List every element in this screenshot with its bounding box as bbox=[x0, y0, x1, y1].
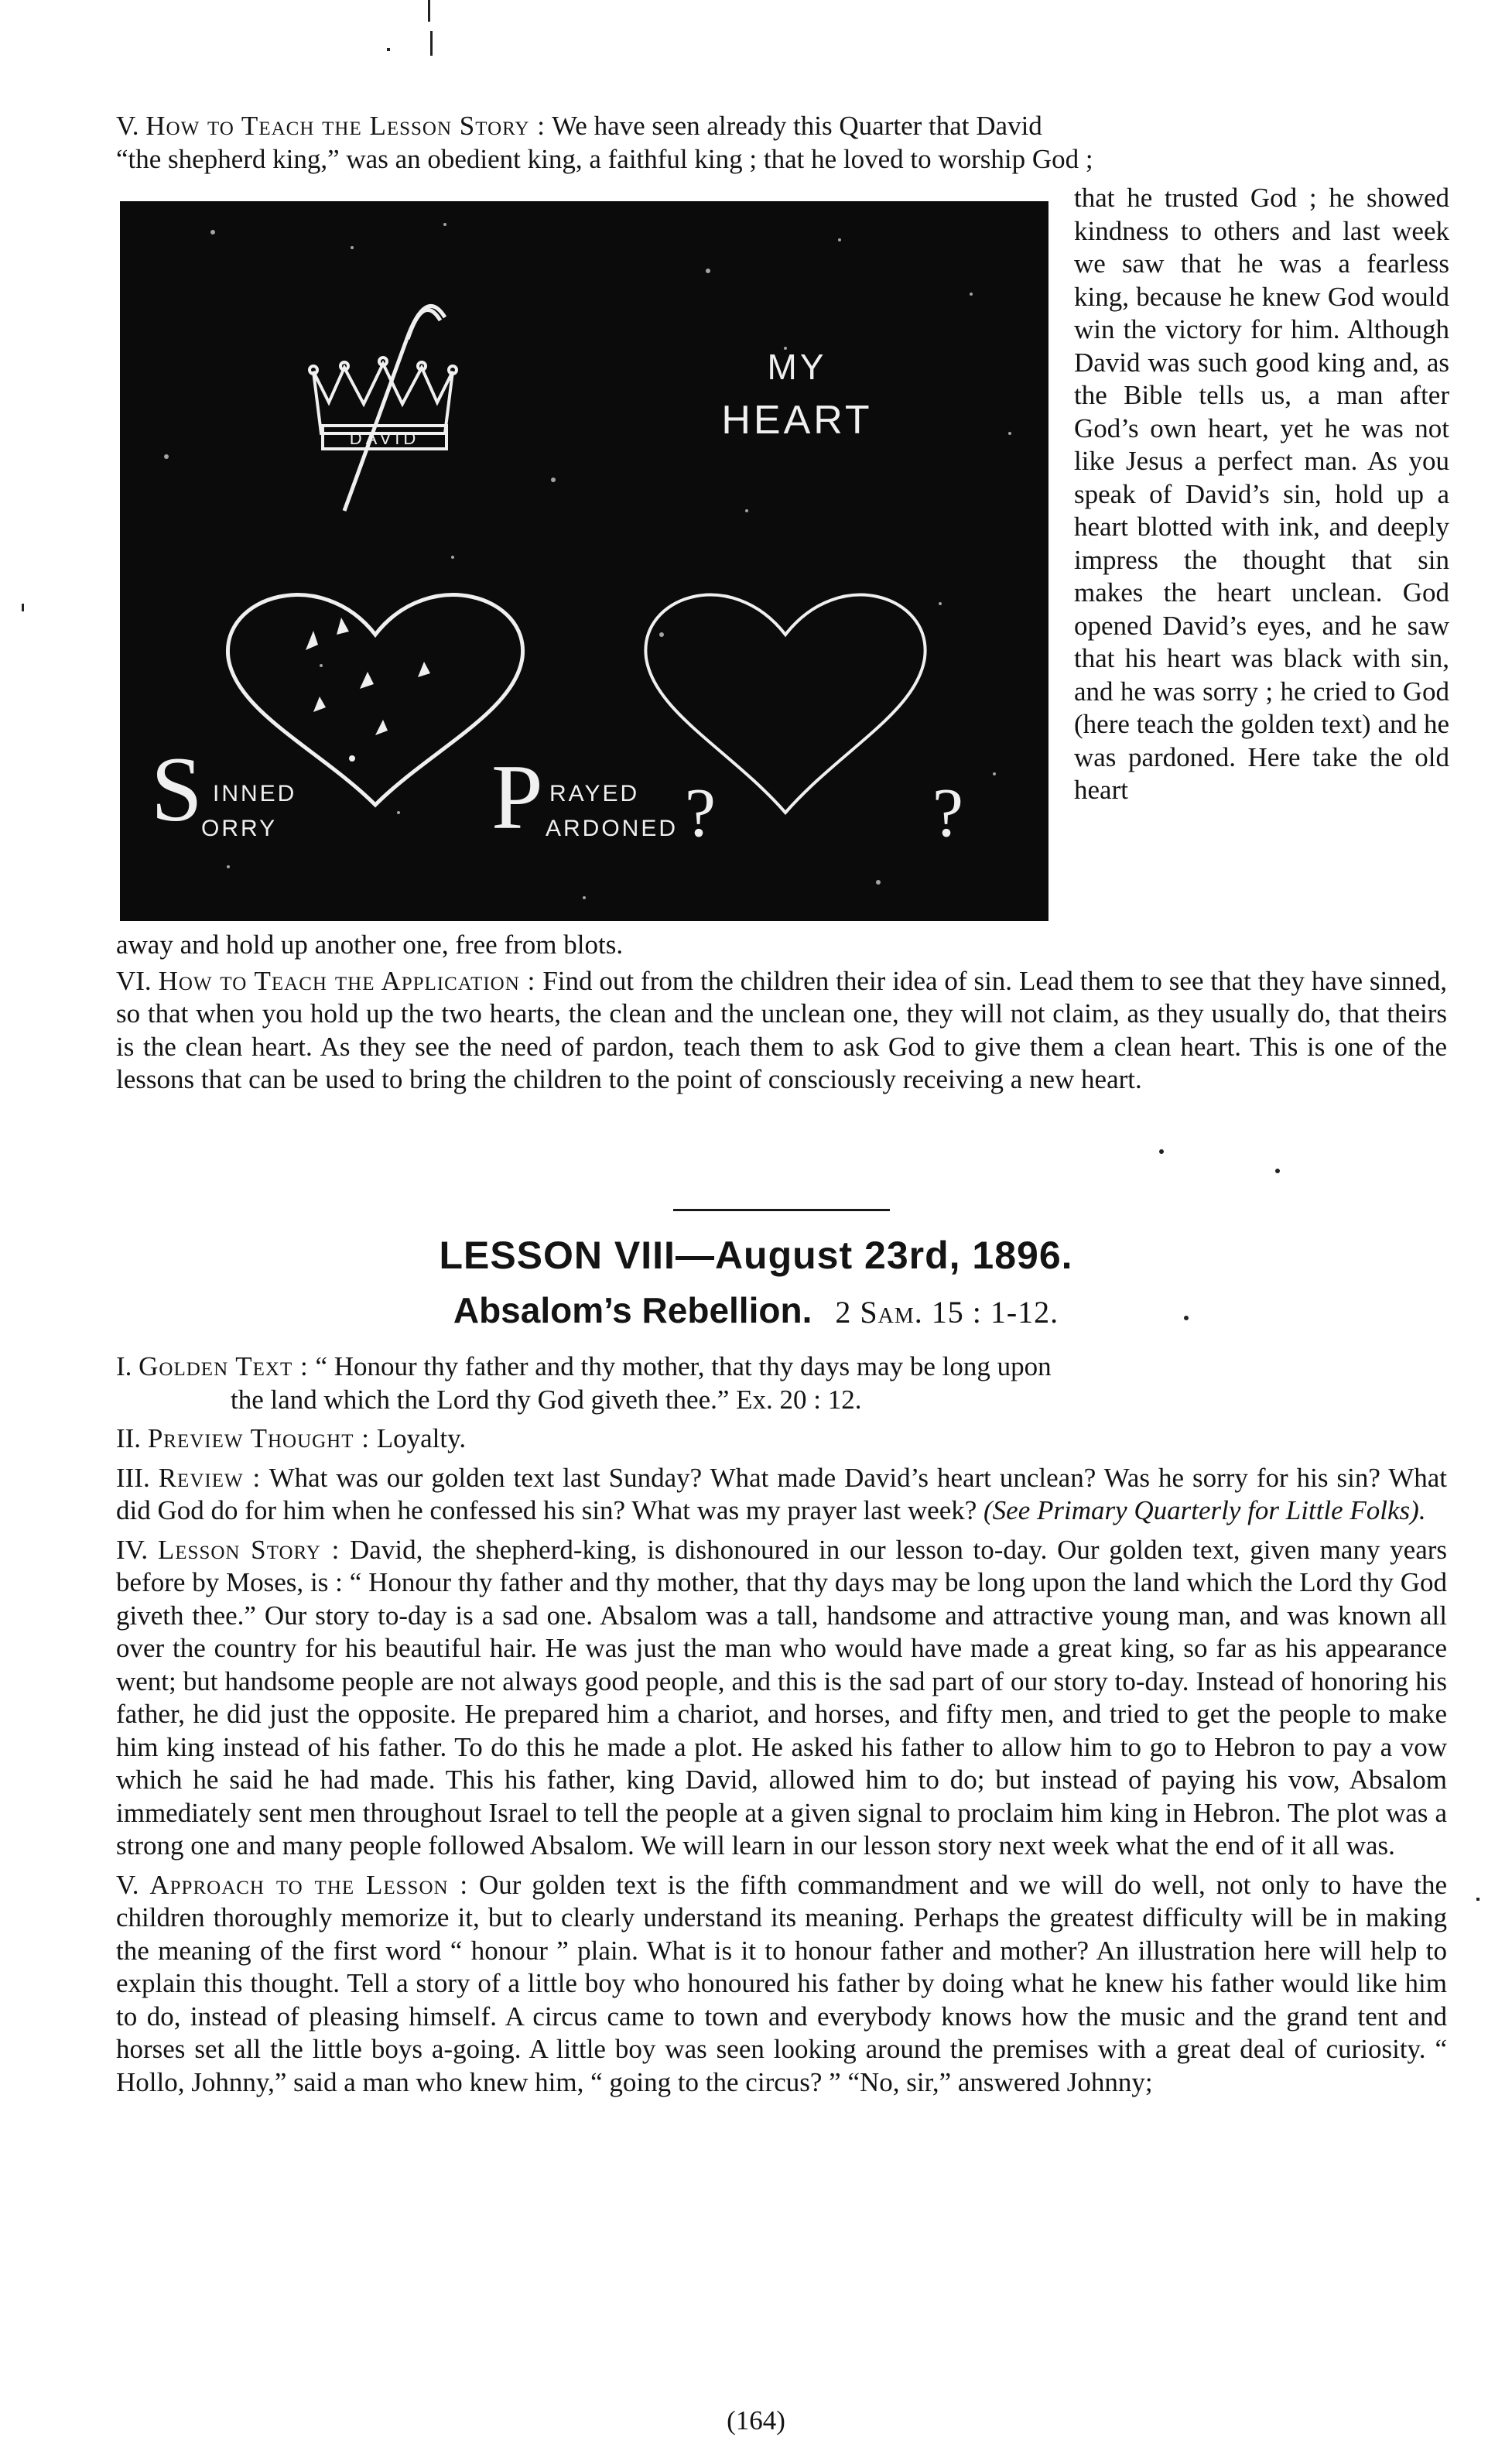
item-label: V. bbox=[116, 1869, 139, 1900]
item-text: What was our golden text last Sunday? What made David’s heart unclean? Was he sorry for his sin? What did God do for him when he confessed his sin? What was my prayer last week? bbox=[116, 1462, 1447, 1525]
item-title: Preview Thought : bbox=[147, 1423, 370, 1453]
section-v-wrap-text: that he trusted God ; he showed kindness to others and last week we saw that he was a fearless king, because he knew God would win the victory for him. Although David was such good king and, as the Bible tells us, a man after God’s own heart, yet he was not like Jesus a perfect man. As you speak of David’s sin, hold up a heart blotted with ink, and deeply impress the thought that sin makes the heart unclean. God opened David’s eyes, and he saw that his heart was black with sin, and he was sorry ; he cried to God (here teach the golden text) and he was pardoned. Here take the old heart bbox=[1074, 183, 1449, 805]
left-caption-line1: INNED bbox=[213, 781, 297, 806]
scan-mark bbox=[22, 604, 24, 611]
lesson-subtitle: Absalom’s Rebellion. bbox=[453, 1290, 812, 1330]
item-text: Our golden text is the fifth commandment and we will do well, not only to have the children thoroughly memorize it, but to clearly understand its meaning. Perhaps the greatest difficulty will be in making the meaning of the first word “ honour ” plain. What is it to honour father and mother? An illustration here will help to explain this thought. Tell a story of a little boy who honoured his father by doing what he knew his father would like him to do, instead of pleasing himself. A circus came to town and everybody knows how the music and the grand tent and horses set all the little boys a-going. A little boy was seen looking around the premises with a great deal of curiosity. “ Hollo, Johnny,” said a man who knew him, “ going to the circus? ” “No, sir,” answered Johnny; bbox=[116, 1869, 1448, 2097]
crook-icon bbox=[344, 306, 445, 511]
scan-mark bbox=[387, 48, 390, 51]
scan-mark bbox=[430, 31, 433, 56]
section-vi-label: VI. bbox=[116, 965, 152, 996]
right-caption-line2: ARDONED bbox=[546, 816, 679, 841]
right-caption-initial: P bbox=[491, 745, 543, 848]
section-vi-text: Find out from the children their idea of sin. Lead them to see that they have sinned, so that when you hold up the two hearts, the clean and the unclean one, they will not claim, as they usually do, that theirs is the clean heart. As they see the need of pardon, teach them to ask God to give them a clean heart. This is one of the lessons that can be used to bring the children to the point of consciously receiving a new heart. bbox=[116, 965, 1448, 1094]
left-caption-initial: S bbox=[151, 738, 203, 840]
section-v-wrap-column bbox=[1074, 182, 1449, 807]
item-italic-note: (See Primary Quarterly for Little Folks). bbox=[983, 1495, 1426, 1525]
lesson-title: LESSON VIII—August 23rd, 1896. bbox=[439, 1234, 1073, 1277]
lesson-body bbox=[116, 1350, 1447, 2105]
item-title: Lesson Story : bbox=[157, 1534, 340, 1565]
lesson-item-lesson-story bbox=[116, 1534, 1447, 1863]
lesson-subtitle-line bbox=[0, 1291, 1512, 1332]
lesson-item-golden-text bbox=[116, 1350, 1447, 1416]
lesson-reference: 2 Sam. 15 : 1-12. bbox=[835, 1295, 1059, 1330]
blackboard-illustration bbox=[120, 201, 1048, 921]
item-text: “ Honour thy father and thy mother, that thy days may be long upon bbox=[315, 1351, 1052, 1381]
section-v-line2: “the shepherd king,” was an obedient king, a faithful king ; that he loved to worship God ; bbox=[116, 143, 1093, 174]
section-v-line1: We have seen already this Quarter that David bbox=[552, 111, 1042, 141]
heart-title-line2: HEART bbox=[721, 398, 873, 443]
scan-mark bbox=[1159, 1149, 1164, 1154]
section-v-intro bbox=[116, 110, 1447, 176]
item-label: IV. bbox=[116, 1534, 149, 1565]
section-v-continuation: away and hold up another one, free from blots. bbox=[116, 929, 624, 960]
section-divider bbox=[673, 1209, 890, 1211]
lesson-item-approach bbox=[116, 1869, 1447, 2100]
section-v-title: How to Teach the Lesson Story : bbox=[145, 111, 546, 141]
scan-mark bbox=[1476, 1898, 1480, 1901]
item-label: I. bbox=[116, 1351, 132, 1381]
right-caption-line1: RAYED bbox=[549, 781, 640, 806]
item-title: Approach to the Lesson : bbox=[149, 1869, 469, 1900]
page-number: (164) bbox=[727, 2405, 785, 2436]
item-label: II. bbox=[116, 1423, 142, 1453]
item-text: Loyalty. bbox=[376, 1423, 467, 1453]
item-title: Golden Text : bbox=[139, 1351, 309, 1381]
item-title: Review : bbox=[158, 1462, 262, 1493]
heart-title-line1: MY bbox=[767, 347, 827, 387]
lesson-item-preview-thought bbox=[116, 1422, 1447, 1456]
scan-mark bbox=[1275, 1169, 1280, 1173]
question-mark-left: ? bbox=[685, 775, 716, 851]
item-label: III. bbox=[116, 1462, 150, 1493]
crown-label: DAVID bbox=[349, 429, 420, 448]
blotted-heart-icon bbox=[227, 595, 522, 805]
section-v-label: V. bbox=[116, 111, 139, 141]
left-caption-line2: ORRY bbox=[201, 816, 278, 841]
question-mark-right: ? bbox=[932, 775, 963, 851]
item-text: David, the shepherd-king, is dishonoured in our lesson to-day. Our golden text, given many years before by Moses, is : “ Honour thy father and thy mother, that thy days may be long upon the land which the Lord thy God giveth thee.” Our story to-day is a sad one. Absalom was a tall, handsome and attractive young man, and was known all over the country for his beautiful hair. He was just the man who would have made a great king, so far as his appearance went; but handsome people are not always good people, and this is the sad part of our story to-day. Instead of honoring his father, he did just the opposite. He prepared him a chariot, and horses, and fifty men, and tried to get the people to make him king instead of his father. To do this he made a plot. He asked his father to allow him to go to Hebron to pay a vow which he said he had made. This his father, king David, allowed him to do; but instead of paying his vow, Absalom immediately sent men throughout Israel to tell the people at a given signal to proclaim him king in Hebron. The plot was a strong one and many people followed Absalom. We will learn in our lesson story next week what the end of it all was. bbox=[116, 1534, 1447, 1861]
scan-mark bbox=[428, 0, 430, 22]
lesson-item-review bbox=[116, 1462, 1447, 1528]
section-vi-block bbox=[116, 929, 1447, 1097]
item-text-continuation: the land which the Lord thy God giveth thee.” Ex. 20 : 12. bbox=[231, 1384, 862, 1415]
section-vi-title: How to Teach the Application : bbox=[158, 965, 536, 996]
